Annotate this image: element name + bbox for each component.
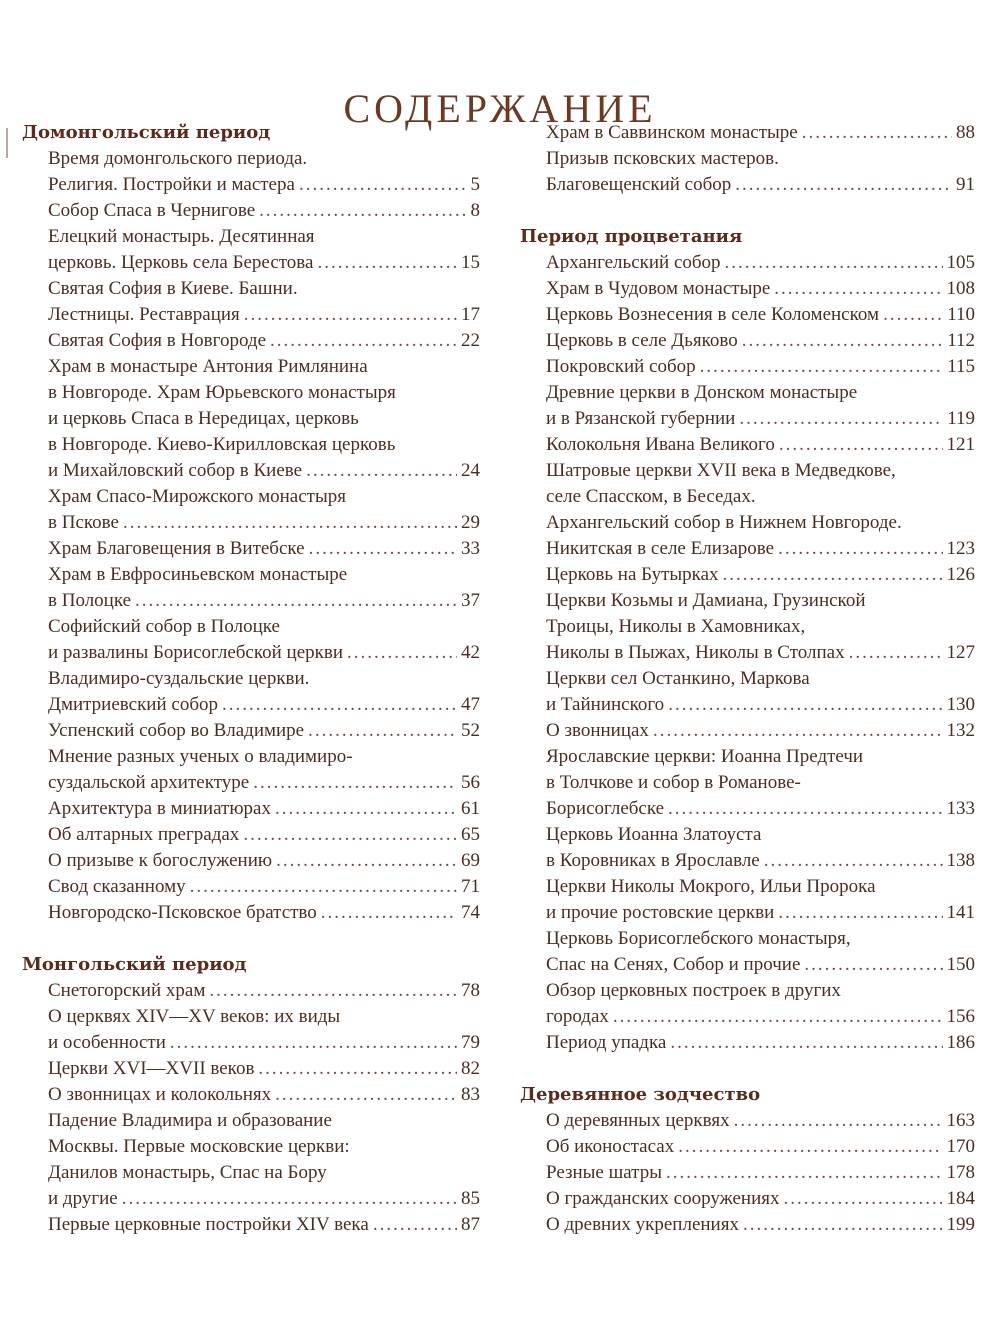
toc-page-number: 83 [461, 1084, 480, 1105]
toc-entry[interactable] [22, 614, 480, 666]
toc-entry-line: Святая София в Киеве. Башни. [48, 278, 298, 299]
toc-entry-title: Резные шатры [546, 1162, 662, 1183]
dot-leader [778, 536, 942, 562]
dot-leader [308, 718, 457, 744]
dot-leader [778, 900, 942, 926]
toc-entry-line: О церквях XIV—XV веков: их виды [48, 1006, 341, 1027]
toc-entry[interactable] [520, 666, 975, 718]
toc-page-number: 119 [947, 408, 975, 429]
toc-entry-title: в Пскове [48, 512, 119, 533]
toc-entry[interactable] [22, 276, 480, 328]
toc-entry-line: Ярославские церкви: Иоанна Предтечи [546, 746, 864, 767]
toc-entry-title: Церковь Вознесения в селе Коломенском [546, 304, 880, 325]
toc-entry-title: Об иконостасах [546, 1136, 675, 1157]
toc-entry-title: суздальской архитектуре [48, 772, 250, 793]
dot-leader [317, 250, 457, 276]
toc-page-number: 178 [946, 1162, 975, 1183]
toc-page-number: 112 [947, 330, 975, 351]
dot-leader [678, 1134, 942, 1160]
toc-page-number: 29 [461, 512, 480, 533]
toc-entry-title: Церковь в селе Дьяково [546, 330, 738, 351]
toc-entry-line [546, 120, 975, 146]
toc-entry-title: Успенский собор во Владимире [48, 720, 305, 741]
section-heading: Домонгольский период [22, 122, 271, 143]
toc-entry-title: Храм Благовещения в Витебске [48, 538, 305, 559]
toc-entry-line [546, 354, 975, 380]
section-heading: Деревянное зодчество [520, 1084, 761, 1105]
toc-entry-title: Покровский собор [546, 356, 696, 377]
section-gap [520, 198, 975, 224]
dot-leader [122, 1186, 457, 1212]
toc-page-number: 52 [461, 720, 480, 741]
toc-entry[interactable] [22, 900, 480, 926]
toc-entry-line [546, 1212, 975, 1238]
toc-entry-line [48, 1082, 480, 1108]
toc-entry-line: в Толчкове и собор в Романове- [546, 772, 801, 793]
toc-entry-title: Никитская в селе Елизарове [546, 538, 775, 559]
toc-entry-title: в Полоцке [48, 590, 132, 611]
toc-entry-line: и церковь Спаса в Нередицах, церковь [48, 408, 359, 429]
toc-entry[interactable] [22, 146, 480, 198]
toc-entry-title: и особенности [48, 1032, 166, 1053]
toc-entry-line [546, 692, 975, 718]
toc-entry-title: и прочие ростовские церкви [546, 902, 775, 923]
toc-entry-title: Храм в Саввинском монастыре [546, 122, 798, 143]
toc-entry-line [48, 458, 480, 484]
dot-leader [700, 354, 944, 380]
toc-entry[interactable] [520, 1160, 975, 1186]
toc-entry[interactable] [520, 250, 975, 276]
toc-entry-line [48, 1030, 480, 1056]
toc-entry[interactable] [22, 536, 480, 562]
dot-leader [347, 640, 457, 666]
dot-leader [190, 874, 457, 900]
toc-entry-title: Об алтарных преградах [48, 824, 240, 845]
toc-entry-line [48, 588, 480, 614]
toc-entry[interactable] [22, 978, 480, 1004]
toc-page-number: 82 [461, 1058, 480, 1079]
toc-page-number: 88 [956, 122, 975, 143]
toc-page-number: 69 [461, 850, 480, 871]
toc-entry-line [546, 536, 975, 562]
toc-entry[interactable] [520, 562, 975, 588]
toc-entry-line [48, 796, 480, 822]
toc-entry[interactable] [22, 484, 480, 536]
toc-page-number: 127 [946, 642, 975, 663]
toc-page-number: 133 [946, 798, 975, 819]
toc-entry-line [48, 536, 480, 562]
toc-entry-line: Архангельский собор в Нижнем Новгороде. [546, 512, 902, 533]
dot-leader [668, 692, 942, 718]
toc-entry[interactable] [22, 354, 480, 484]
toc-entry-line [546, 406, 975, 432]
toc-entry-line [48, 770, 480, 796]
toc-entry-title: Дмитриевский собор [48, 694, 218, 715]
dot-leader [321, 900, 457, 926]
toc-page-number: 110 [947, 304, 975, 325]
toc-entry-line: Древние церкви в Донском монастыре [546, 382, 858, 403]
dot-leader [735, 172, 952, 198]
toc-entry-title: Колокольня Ивана Великого [546, 434, 775, 455]
toc-entry[interactable] [520, 1134, 975, 1160]
margin-mark [6, 128, 8, 158]
toc-entry-line [546, 1004, 975, 1030]
dot-leader [253, 770, 457, 796]
toc-entry-line [48, 1056, 480, 1082]
toc-entry-line: Падение Владимира и образование [48, 1110, 332, 1131]
toc-entry-line [48, 510, 480, 536]
dot-leader [725, 250, 943, 276]
toc-page-number: 56 [461, 772, 480, 793]
toc-entry[interactable] [520, 822, 975, 874]
toc-entry[interactable] [22, 874, 480, 900]
toc-entry-line [546, 1030, 975, 1056]
toc-entry-line [546, 1134, 975, 1160]
toc-entry[interactable] [22, 562, 480, 614]
toc-page-number: 108 [946, 278, 975, 299]
dot-leader [275, 796, 457, 822]
toc-entry-line [546, 848, 975, 874]
toc-entry-line [48, 1212, 480, 1238]
toc-entry-line: в Новгороде. Храм Юрьевского монастыря [48, 382, 396, 403]
toc-entry-title: Религия. Постройки и мастера [48, 174, 295, 195]
toc-entry-line: Шатровые церкви XVII века в Медведкове, [546, 460, 896, 481]
toc-page-number: 186 [946, 1032, 975, 1053]
toc-entry-line [48, 198, 480, 224]
toc-page-number: 123 [946, 538, 975, 559]
toc-entry-line [546, 250, 975, 276]
toc-page-number: 5 [470, 174, 480, 195]
toc-entry[interactable] [22, 796, 480, 822]
toc-entry[interactable] [520, 1030, 975, 1056]
toc-entry-title: О звонницах [546, 720, 649, 741]
toc-entry[interactable] [22, 848, 480, 874]
toc-entry-line: селе Спасском, в Беседах. [546, 486, 756, 507]
dot-leader [849, 640, 943, 666]
toc-entry-line: Церкви Козьмы и Дамиана, Грузинской [546, 590, 866, 611]
toc-page-number: 22 [461, 330, 480, 351]
toc-entry[interactable] [520, 1186, 975, 1212]
toc-column-right [520, 120, 975, 1238]
toc-entry-title: Снетогорский храм [48, 980, 206, 1001]
toc-entry-line [546, 952, 975, 978]
toc-page-number: 163 [946, 1110, 975, 1131]
toc-entry[interactable] [520, 380, 975, 432]
toc-entry-line: Обзор церковных построек в других [546, 980, 841, 1001]
toc-page-number: 141 [946, 902, 975, 923]
toc-entry[interactable] [520, 432, 975, 458]
toc-page-number: 138 [946, 850, 975, 871]
toc-entry-title: Архангельский собор [546, 252, 721, 273]
toc-entry[interactable] [22, 1212, 480, 1238]
toc-entry-line [48, 718, 480, 744]
toc-page-number: 37 [461, 590, 480, 611]
toc-entry[interactable] [520, 718, 975, 744]
dot-leader [309, 536, 457, 562]
dot-leader [170, 1030, 457, 1056]
dot-leader [222, 692, 457, 718]
toc-entry-line [546, 562, 975, 588]
toc-page-number: 91 [956, 174, 975, 195]
toc-entry-line [546, 640, 975, 666]
dot-leader [373, 1212, 457, 1238]
toc-entry[interactable] [22, 328, 480, 354]
toc-entry-line: Храм Спасо-Мирожского монастыря [48, 486, 346, 507]
toc-entry-title: Архитектура в миниатюрах [48, 798, 271, 819]
page-title: СОДЕРЖАНИЕ [343, 85, 657, 131]
dot-leader [306, 458, 457, 484]
toc-entry[interactable] [22, 1056, 480, 1082]
toc-entry[interactable] [520, 354, 975, 380]
toc-entry-line [546, 302, 975, 328]
toc-entry-title: Первые церковные постройки XIV века [48, 1214, 369, 1235]
toc-entry[interactable] [22, 666, 480, 718]
toc-entry[interactable] [520, 120, 975, 146]
toc-entry-line [546, 432, 975, 458]
section-gap [22, 926, 480, 952]
dot-leader [774, 276, 942, 302]
toc-page-number: 126 [946, 564, 975, 585]
toc-entry[interactable] [22, 718, 480, 744]
toc-page-number: 47 [461, 694, 480, 715]
toc-page-number: 199 [946, 1214, 975, 1235]
toc-column-left [22, 120, 480, 1238]
dot-leader [670, 1030, 942, 1056]
dot-leader [802, 120, 952, 146]
toc-entry-line [546, 1160, 975, 1186]
toc-entry-title: Лестницы. Реставрация [48, 304, 240, 325]
toc-entry-title: О гражданских сооружениях [546, 1188, 780, 1209]
toc-entry[interactable] [520, 146, 975, 198]
dot-leader [764, 848, 943, 874]
toc-entry-line: Призыв псковских мастеров. [546, 148, 779, 169]
toc-entry[interactable] [22, 224, 480, 276]
toc-entry-title: О призыве к богослужению [48, 850, 273, 871]
toc-page-number: 61 [461, 798, 480, 819]
toc-entry[interactable] [22, 1108, 480, 1212]
toc-entry[interactable] [520, 458, 975, 562]
toc-entry-line [546, 718, 975, 744]
toc-page-number: 132 [946, 720, 975, 741]
toc-entry[interactable] [22, 1082, 480, 1108]
toc-page-number: 42 [461, 642, 480, 663]
toc-entry-line [546, 796, 975, 822]
toc-entry-line [48, 978, 480, 1004]
section-heading: Монгольский период [22, 954, 247, 975]
toc-entry-title: в Коровниках в Ярославле [546, 850, 760, 871]
dot-leader [123, 510, 457, 536]
dot-leader [804, 952, 942, 978]
toc-page-number: 105 [946, 252, 975, 273]
dot-leader [299, 172, 467, 198]
section-heading: Период процветания [520, 226, 743, 247]
dot-leader [668, 796, 942, 822]
toc-entry-line [546, 1186, 975, 1212]
toc-entry[interactable] [22, 744, 480, 796]
toc-entry-line: Храм в монастыре Антония Римлянина [48, 356, 368, 377]
toc-entry-line [48, 874, 480, 900]
dot-leader [270, 328, 457, 354]
toc-entry-line: Мнение разных ученых о владимиро- [48, 746, 353, 767]
toc-entry-line: Церкви сел Останкино, Маркова [546, 668, 810, 689]
dot-leader [244, 302, 457, 328]
toc-entry[interactable] [520, 926, 975, 978]
toc-entry-line [48, 250, 480, 276]
toc-entry-line: Время домонгольского периода. [48, 148, 308, 169]
dot-leader [779, 432, 943, 458]
section-gap [520, 1056, 975, 1082]
dot-leader [259, 198, 466, 224]
toc-entry-title: и Тайнинского [546, 694, 665, 715]
toc-entry-title: Борисоглебске [546, 798, 665, 819]
toc-entry-title: и другие [48, 1188, 118, 1209]
toc-page-number: 15 [461, 252, 480, 273]
toc-page-number: 150 [946, 954, 975, 975]
toc-entry-line [546, 1108, 975, 1134]
toc-entry[interactable] [520, 744, 975, 822]
dot-leader [666, 1160, 943, 1186]
toc-entry[interactable] [520, 328, 975, 354]
dot-leader [742, 328, 943, 354]
toc-entry[interactable] [520, 276, 975, 302]
toc-page-number: 24 [461, 460, 480, 481]
toc-entry-line [546, 172, 975, 198]
toc-page-number: 65 [461, 824, 480, 845]
dot-leader [723, 562, 943, 588]
toc-entry-line: Владимиро-суздальские церкви. [48, 668, 310, 689]
toc-page-number: 79 [461, 1032, 480, 1053]
toc-entry-title: городах [546, 1006, 609, 1027]
toc-page-number: 78 [461, 980, 480, 1001]
toc-entry[interactable] [22, 822, 480, 848]
toc-page-number: 115 [947, 356, 975, 377]
toc-entry-line: Елецкий монастырь. Десятинная [48, 226, 315, 247]
toc-page-number: 74 [461, 902, 480, 923]
dot-leader [258, 1056, 457, 1082]
dot-leader [209, 978, 457, 1004]
toc-entry-line [48, 640, 480, 666]
toc-entry-line [546, 276, 975, 302]
toc-entry[interactable] [520, 588, 975, 666]
toc-entry-title: и Михайловский собор в Киеве [48, 460, 303, 481]
toc-page-number: 71 [461, 876, 480, 897]
toc-page-number: 17 [461, 304, 480, 325]
toc-entry-line [546, 900, 975, 926]
toc-entry-title: и в Рязанской губернии [546, 408, 736, 429]
dot-leader [275, 1082, 457, 1108]
toc-entry-title: Церкви XVI—XVII веков [48, 1058, 255, 1079]
dot-leader [653, 718, 943, 744]
toc-entry-line [48, 172, 480, 198]
dot-leader [739, 406, 943, 432]
toc-entry-line: Софийский собор в Полоцке [48, 616, 280, 637]
toc-entry[interactable] [520, 302, 975, 328]
toc-entry-title: Храм в Чудовом монастыре [546, 278, 771, 299]
toc-entry-line: Данилов монастырь, Спас на Бору [48, 1162, 327, 1183]
toc-entry-line [48, 848, 480, 874]
toc-entry[interactable] [520, 874, 975, 926]
toc-entry-line [546, 328, 975, 354]
toc-entry-line [48, 822, 480, 848]
toc-entry-title: Новгородско-Псковское братство [48, 902, 317, 923]
toc-entry[interactable] [520, 978, 975, 1030]
toc-entry[interactable] [22, 198, 480, 224]
toc-page-number: 85 [461, 1188, 480, 1209]
toc-entry-line [48, 692, 480, 718]
dot-leader [883, 302, 943, 328]
dot-leader [613, 1004, 943, 1030]
toc-entry-title: и развалины Борисоглебской церкви [48, 642, 344, 663]
toc-entry[interactable] [22, 1004, 480, 1056]
toc-entry-line [48, 328, 480, 354]
dot-leader [743, 1212, 943, 1238]
toc-page-number: 121 [946, 434, 975, 455]
toc-entry-line: в Новгороде. Киево-Кирилловская церковь [48, 434, 396, 455]
toc-entry[interactable] [520, 1108, 975, 1134]
toc-page-number: 33 [461, 538, 480, 559]
toc-page-number: 8 [470, 200, 480, 221]
toc-entry-line: Церковь Борисоглебского монастыря, [546, 928, 851, 949]
toc-page-number: 156 [946, 1006, 975, 1027]
toc-entry-title: Период упадка [546, 1032, 667, 1053]
toc-entry-title: О деревянных церквях [546, 1110, 730, 1131]
toc-page-number: 184 [946, 1188, 975, 1209]
dot-leader [734, 1108, 943, 1134]
toc-entry-line: Москвы. Первые московские церкви: [48, 1136, 350, 1157]
toc-entry-line: Церковь Иоанна Златоуста [546, 824, 762, 845]
toc-entry-title: Николы в Пыжах, Николы в Столпах [546, 642, 845, 663]
toc-entry-line [48, 900, 480, 926]
dot-leader [784, 1186, 943, 1212]
dot-leader [276, 848, 457, 874]
toc-entry-line: Церкви Николы Мокрого, Ильи Пророка [546, 876, 876, 897]
toc-entry-title: Свод сказанному [48, 876, 186, 897]
toc-entry-title: Святая София в Новгороде [48, 330, 267, 351]
dot-leader [243, 822, 457, 848]
toc-entry-title: церковь. Церковь села Берестова [48, 252, 314, 273]
toc-entry-title: Спас на Сенях, Собор и прочие [546, 954, 801, 975]
toc-entry-title: Благовещенский собор [546, 174, 732, 195]
toc-entry-line [48, 1186, 480, 1212]
toc-page-number: 87 [461, 1214, 480, 1235]
dot-leader [135, 588, 457, 614]
toc-entry-line: Храм в Евфросиньевском монастыре [48, 564, 348, 585]
toc-entry-title: О древних укреплениях [546, 1214, 739, 1235]
toc-entry-title: Церковь на Бутырках [546, 564, 719, 585]
toc-entry-line [48, 302, 480, 328]
toc-page-number: 170 [946, 1136, 975, 1157]
toc-page-number: 130 [946, 694, 975, 715]
toc-entry-title: Собор Спаса в Чернигове [48, 200, 256, 221]
toc-entry[interactable] [520, 1212, 975, 1238]
toc-entry-title: О звонницах и колокольнях [48, 1084, 272, 1105]
toc-entry-line: Троицы, Николы в Хамовниках, [546, 616, 806, 637]
